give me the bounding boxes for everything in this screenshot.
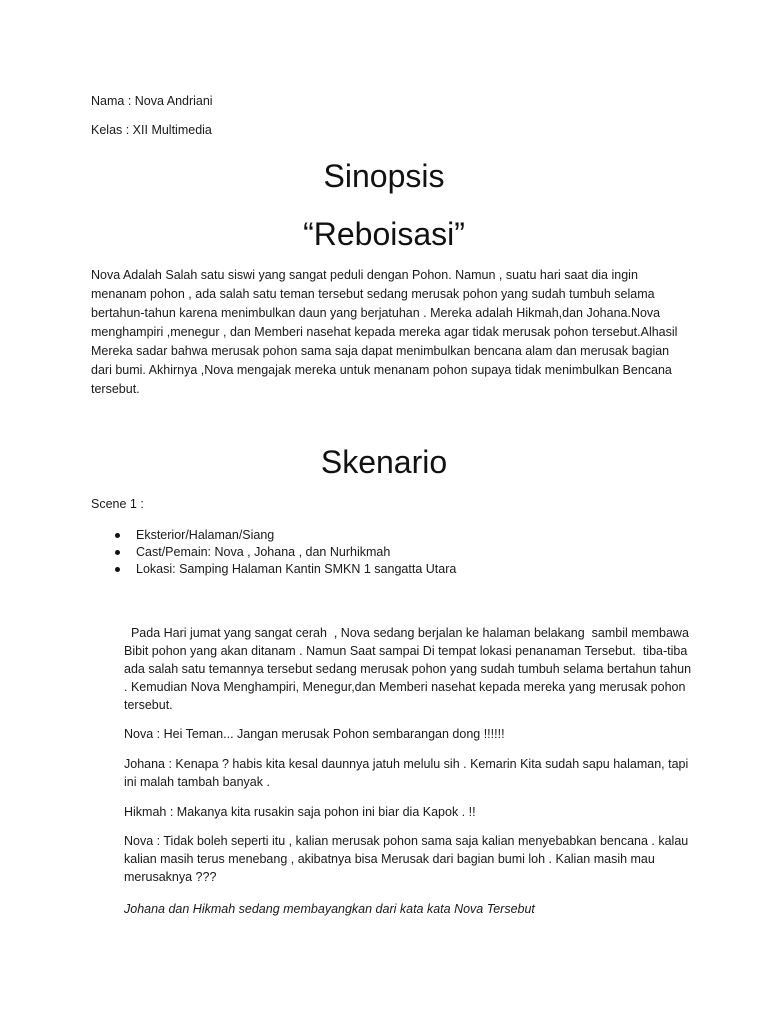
dialog-line-johana: Johana : Kenapa ? habis kita kesal daunnya jatuh melulu sih . Kemarin Kita sudah sapu halaman, tapi ini malah tambah banyak . (124, 757, 689, 789)
list-item: Lokasi: Samping Halaman Kantin SMKN 1 sangatta Utara (112, 561, 456, 578)
story-title: “Reboisasi” (303, 216, 465, 252)
list-item: Cast/Pemain: Nova , Johana , dan Nurhikmah (112, 544, 456, 561)
scene-narration: Pada Hari jumat yang sangat cerah , Nova sedang berjalan ke halaman belakang sambil membawa Bibit pohon yang akan ditanam . Namun Saat sampai Di tempat lokasi penanaman Tersebut. tiba-tiba ada salah satu temannya tersebut sedang merusak pohon yang sudah tumbuh selama bertahun tahun . Kemudian Nova Menghampiri, Menegur,dan Memberi nasehat kepada mereka yang merusak pohon tersebut. (124, 626, 695, 712)
kelas-line: Kelas : XII Multimedia (91, 123, 212, 137)
sinopsis-paragraph: Nova Adalah Salah satu siswi yang sangat peduli dengan Pohon. Namun , suatu hari saat dia ingin menanam pohon , ada salah satu teman tersebut sedang merusak pohon yang sudah tumbuh selama bertahun-tahun karena menimbulkan daun yang berjatuhan . Mereka adalah Hikmah,dan Johana.Nova menghampiri ,menegur , dan Memberi nasehat kepada mereka agar tidak merusak pohon tersebut.Alhasil Mereka sadar bahwa merusak pohon sama saja dapat menimbulkan bencana alam dan merusak bagian dari bumi. Akhirnya ,Nova mengajak mereka untuk menanam pohon supaya tidak menimbulkan Bencana tersebut. (91, 268, 678, 396)
list-item: Eksterior/Halaman/Siang (112, 527, 456, 544)
dialog-line-hikmah: Hikmah : Makanya kita rusakin saja pohon ini biar dia Kapok . !! (124, 805, 476, 819)
skenario-heading: Skenario (320, 444, 448, 480)
closing-stage-direction: Johana dan Hikmah sedang membayangkan dari kata kata Nova Tersebut (124, 902, 535, 916)
sinopsis-heading: Sinopsis (323, 158, 445, 194)
scene-details-list (112, 527, 456, 578)
nama-line: Nama : Nova Andriani (91, 94, 213, 108)
dialog-line-nova-2: Nova : Tidak boleh seperti itu , kalian merusak pohon sama saja kalian menyebabkan bencana . kalau kalian masih terus menebang , akibatnya bisa Merusak dari bagian bumi loh . Kalian masih mau merusaknya ??? (124, 834, 689, 884)
scene-label: Scene 1 : (91, 497, 144, 511)
dialog-line-nova-1: Nova : Hei Teman... Jangan merusak Pohon sembarangan dong !!!!!! (124, 727, 505, 741)
